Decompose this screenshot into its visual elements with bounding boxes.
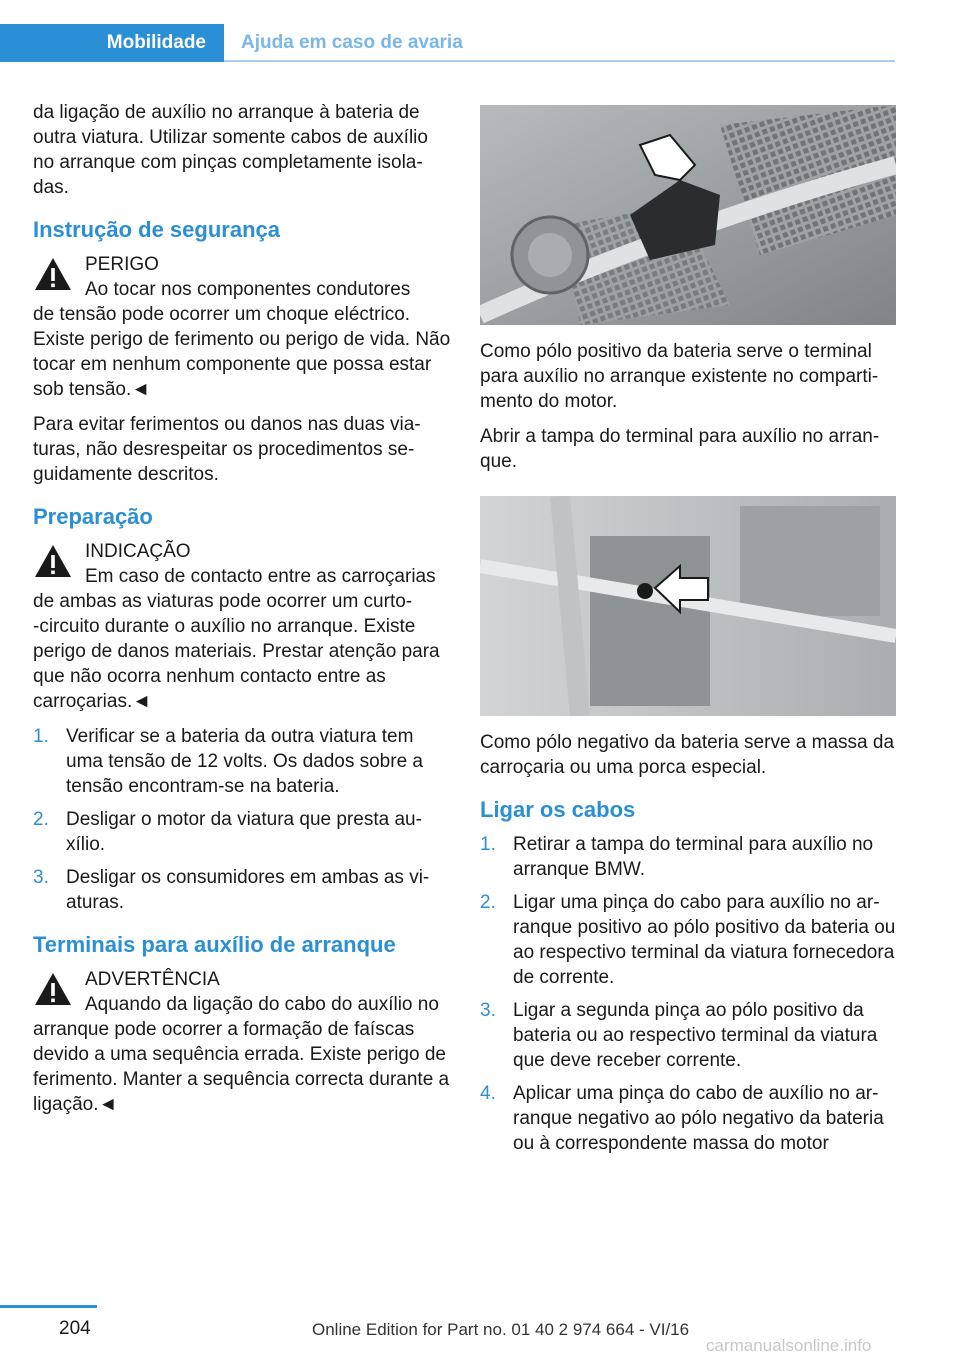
list-item: 3. Desligar os consumidores em ambas as viaturas.	[33, 867, 430, 913]
list-item: 2. Desligar o motor da viatura que presta auxílio.	[33, 809, 422, 855]
list-item: 4. Aplicar uma pinça do cabo de auxílio no arranque negativo ao pólo negativo da bateria ou à correspondente massa do motor	[480, 1083, 884, 1154]
page-number: 204	[59, 1318, 91, 1339]
list-item: 1. Verificar se a bateria da outra viatura tem uma tensão de 12 volts. Os dados sobre a tensão encontram-se na bateria.	[33, 726, 423, 797]
notice-text: de ambas as viaturas pode ocorrer um curto-‑circuito durante o auxílio no arranque. Existe perigo de danos materiais. Prestar atenção para que não ocorra nenhum contacto entre as carroçarias.◄	[33, 591, 440, 712]
danger-label: PERIGO	[85, 254, 159, 275]
list-item: 3. Ligar a segunda pinça ao pólo positivo da bateria ou ao respectivo terminal da viatura que deve receber corrente.	[480, 1000, 878, 1071]
danger-text: de tensão pode ocorrer um choque eléctrico. Existe perigo de ferimento ou perigo de vida. Não tocar em nenhum componente que possa estar sob tensão.◄	[33, 304, 451, 400]
warning-triangle-icon	[33, 256, 73, 292]
right-column	[480, 105, 896, 1164]
terminals-heading: Terminais para auxílio de arranque	[33, 932, 396, 957]
watermark: carmanualsonline.info	[706, 1336, 872, 1355]
notice-label: INDICAÇÃO	[85, 541, 191, 562]
avoid-paragraph: Para evitar ferimentos ou danos nas duas viaturas, não desrespeitar os procedimentos seguidamente descritos.	[33, 414, 421, 485]
notice-box	[33, 539, 451, 714]
danger-notice	[33, 252, 451, 402]
safety-heading: Instrução de segurança	[33, 217, 280, 242]
preparation-heading: Preparação	[33, 504, 153, 529]
warning-triangle-icon	[33, 543, 73, 579]
negative-terminal-paragraph: Como pólo negativo da bateria serve a massa da carroçaria ou uma porca especial.	[480, 732, 895, 778]
warning-box	[33, 967, 451, 1117]
page-header	[0, 24, 895, 62]
connect-cables-heading: Ligar os cabos	[480, 797, 636, 822]
positive-terminal-paragraph: Como pólo positivo da bateria serve o terminal para auxílio no arranque existente no compartimento do motor.	[480, 341, 879, 412]
warning-label: ADVERTÊNCIA	[85, 969, 220, 990]
engine-bay-positive-terminal-image	[480, 105, 896, 325]
notice-first-line: Em caso de contacto entre as carroçarias	[85, 566, 436, 587]
warning-triangle-icon	[33, 971, 73, 1007]
connect-steps	[480, 832, 896, 1156]
warning-first-line: Aquando da ligação do cabo do auxílio no	[85, 994, 439, 1015]
preparation-steps	[33, 724, 451, 915]
header-rule	[224, 60, 895, 62]
left-column	[33, 100, 451, 1127]
warning-text: arranque pode ocorrer a formação de faíscas devido a uma sequência errada. Existe perigo de ferimento. Manter a sequência correcta durante a ligação.◄	[33, 1019, 450, 1115]
online-edition-note: Online Edition for Part no. 01 40 2 974 664 - VI/16	[312, 1320, 690, 1339]
footer-rule	[0, 1305, 97, 1308]
danger-first-line: Ao tocar nos componentes condutores	[85, 279, 411, 300]
section-tab: Mobilidade	[0, 24, 224, 62]
list-item: 2. Ligar uma pinça do cabo para auxílio no arranque positivo ao pólo positivo da bateria ou ao respectivo terminal da viatura fornecedora de corrente.	[480, 892, 896, 988]
open-cover-paragraph: Abrir a tampa do terminal para auxílio no arranque.	[480, 426, 880, 472]
intro-paragraph: da ligação de auxílio no arranque à bateria de outra viatura. Utilizar somente cabos de auxílio no arranque com pinças completamente isoladas.	[33, 102, 428, 198]
ground-nut-image	[480, 496, 896, 716]
list-item: 1. Retirar a tampa do terminal para auxílio no arranque BMW.	[480, 834, 874, 880]
chapter-title: Ajuda em caso de avaria	[241, 32, 463, 53]
